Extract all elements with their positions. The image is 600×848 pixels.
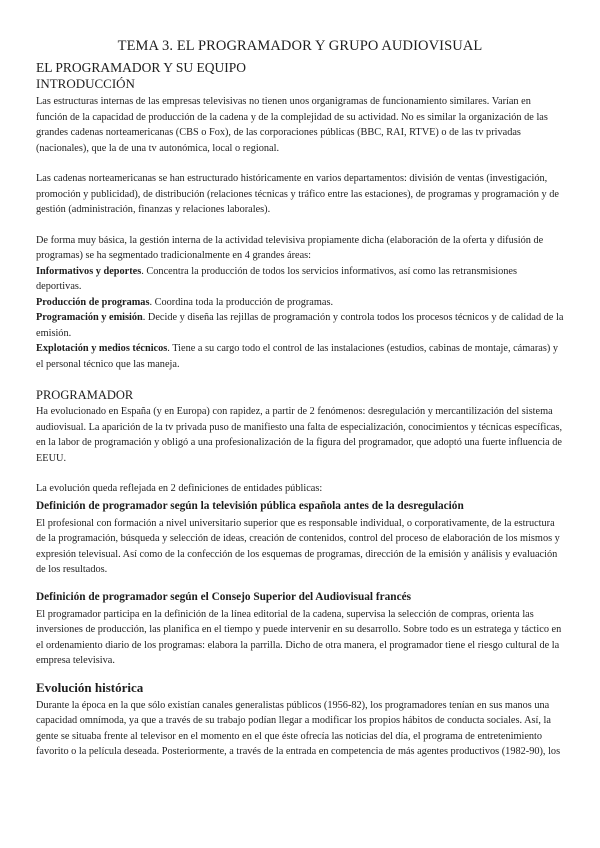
evolution-heading: Evolución histórica (36, 679, 144, 695)
area-item (36, 310, 564, 341)
definition-heading-2: Definición de programador según el Consejo Superior del Audiovisual francés (36, 590, 412, 603)
definition-heading-1: Definición de programador según la televisión pública española antes de la desregulación (36, 499, 464, 512)
intro-heading: INTRODUCCIÓN (36, 76, 135, 91)
area-item (36, 341, 564, 372)
area-text: . Tiene a su cargo todo el control de las instalaciones (estudios, cabinas de montaje, cámaras) y el personal técnico que las maneja. (36, 343, 558, 370)
programador-heading: PROGRAMADOR (36, 388, 134, 402)
evolution-text: Durante la época en la que sólo existían canales generalistas públicos (1956-82), los programadores tenían en sus manos una capacidad omnímoda, ya que a través de su trabajo podían llegar a modificar los propios hábitos de conducta sociales. Así, la gente se situaba frente al televisor en el momento en el que éste ofrecía las noticias del día, el programa de entretenimiento favorito o la película deseada. Posteriormente, a través de la entrada en competencia de más agentes productivos (1982-90), los (36, 699, 561, 757)
area-text: . Concentra la producción de todos los servicios informativos, así como las retransmisiones deportivas. (36, 265, 518, 292)
intro-paragraph-3: De forma muy básica, la gestión interna de la actividad televisiva propiamente dicha (elaboración de la oferta y difusión de programas) se ha segmentado tradicionalmente en 4 grandes áreas: (36, 234, 544, 261)
document-title: TEMA 3. EL PROGRAMADOR Y GRUPO AUDIOVISUAL (117, 38, 483, 54)
section-heading: EL PROGRAMADOR Y SU EQUIPO (36, 60, 247, 75)
area-item (36, 264, 564, 295)
definition-text-1: El profesional con formación a nivel universitario superior que es responsable individual, o corporativamente, de la estructura de la programación, búsqueda y selección de ideas, creación de contenidos, control del proceso de elaboración de los mismos y expresión televisual. Así como de la confección de los esquemas de programas, dirección de la emisión y análisis y evaluación de los resultados. (36, 517, 560, 575)
evolution-intro: La evolución queda reflejada en 2 definiciones de entidades públicas: (36, 483, 323, 494)
spacer (36, 578, 564, 588)
spacer (36, 372, 564, 387)
area-item (36, 295, 564, 311)
intro-paragraph-1: Las estructuras internas de las empresas televisivas no tienen unos organigramas de funcionamiento similares. Varían en función de la capacidad de producción de la cadena y de la complejidad de su actividad. No es similar la organización de las grandes cadenas norteamericanas (CBS o Fox), de las corporaciones públicas (BBC, RAI, RTVE) o de las tv privadas (nacionales), que la de una tv autonómica, local o regional. (36, 96, 548, 154)
spacer (36, 466, 564, 481)
area-text: . Coordina toda la producción de programas. (149, 296, 334, 308)
intro-paragraph-2: Las cadenas norteamericanas se han estructurado históricamente en varios departamentos: división de ventas (investigación, promoción y publicidad), de distribución (relaciones técnicas y tráfico entre las estaciones), de programas y programación y de gestión (administración, finanzas y relaciones laborales). (36, 173, 559, 215)
programador-paragraph: Ha evolucionado en España (y en Europa) con rapidez, a partir de 2 fenómenos: desregulación y mercantilización del sistema audiovisual. La aparición de la tv privada puso de manifiesto una falta de especialización, conocimientos y técnicas específicas, en la labor de programación y obligó a una profesionalización de la figura del programador, que adoptó una fuerte influencia de EEUU. (36, 406, 563, 464)
area-term: Producción de programas (36, 296, 150, 308)
area-term: Programación y emisión (36, 312, 143, 323)
area-text: . Decide y diseña las rejillas de programación y controla todos los procesos técnicos y de calidad de la emisión. (36, 312, 564, 339)
spacer (36, 156, 564, 171)
spacer (36, 218, 564, 233)
area-term: Explotación y medios técnicos (36, 343, 168, 354)
area-term: Informativos y deportes (36, 265, 142, 277)
spacer (36, 669, 564, 679)
definition-text-2: El programador participa en la definición de la línea editorial de la cadena, supervisa la selección de compras, orienta las inversiones de producción, las planifica en el tiempo y puede intervenir en su desarrollo. Sobre todo es un estratega y táctico en el ordenamiento diario de los programas: elabora la parrilla. Dicho de otra manera, el programador tiene el riesgo cultural de la empresa televisiva. (36, 608, 562, 666)
